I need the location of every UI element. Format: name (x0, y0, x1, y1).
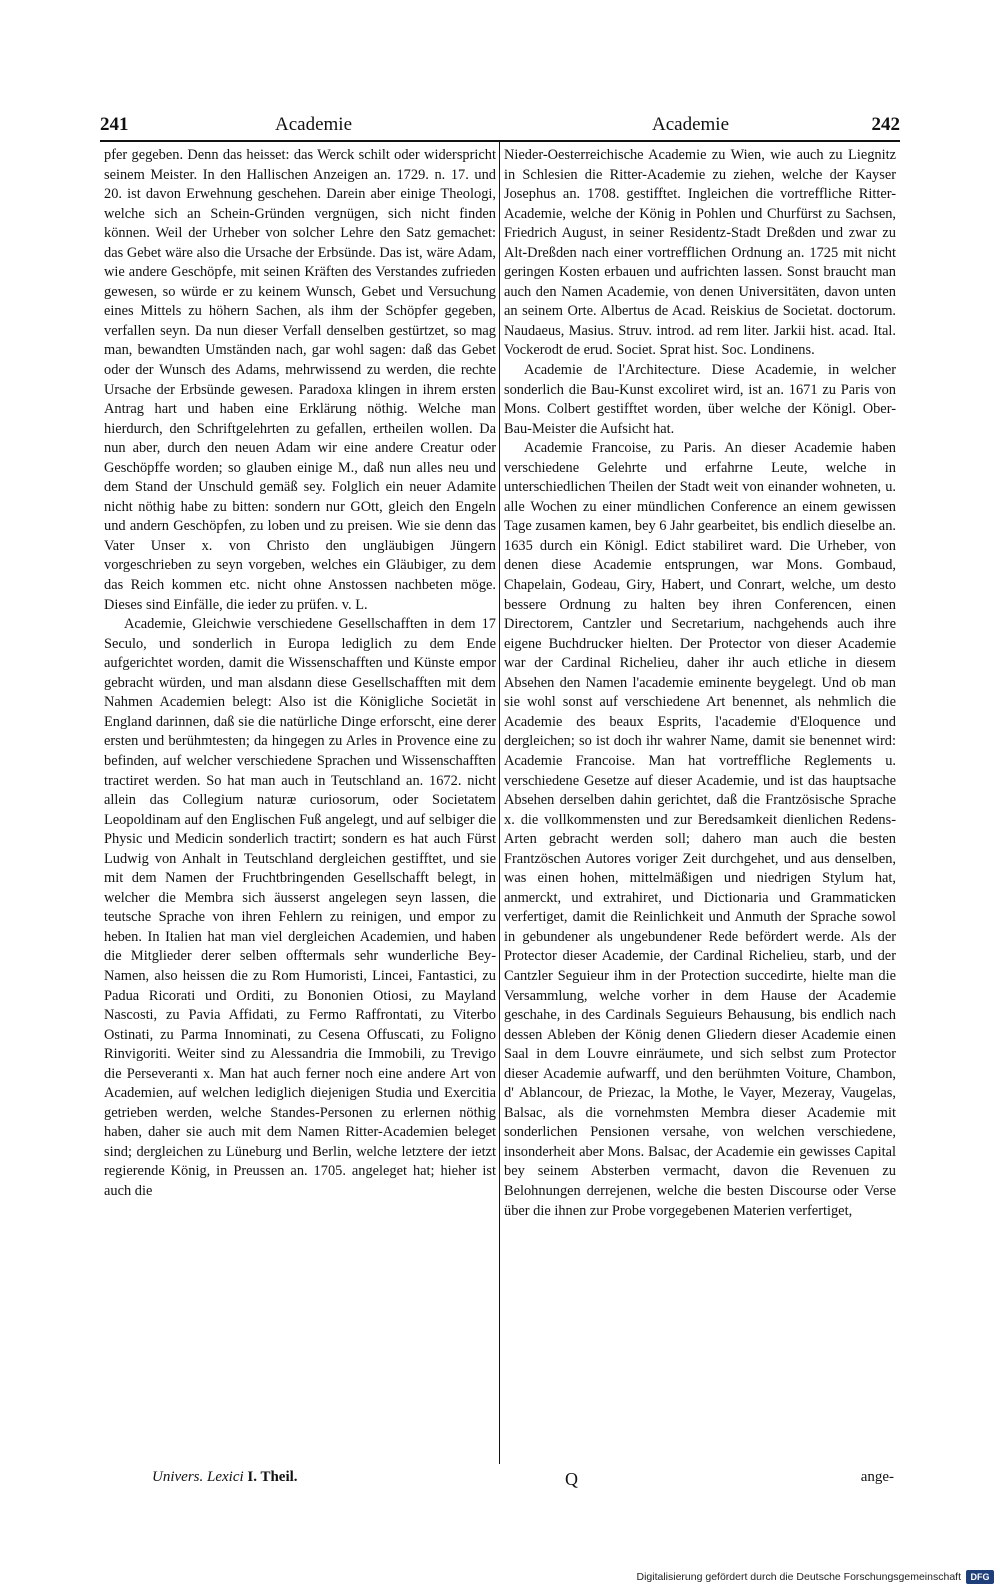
left-column (104, 146, 496, 1466)
page-header (100, 110, 900, 140)
page-footer (100, 1467, 900, 1495)
digitization-text: Digitalisierung gefördert durch die Deutsche Forschungsgemeinschaft (636, 1571, 961, 1583)
dfg-logo-icon: DFG (966, 1570, 994, 1584)
signature-part: I. Theil. (247, 1469, 298, 1485)
left-paragraph-academie: Academie, Gleichwie verschiedene Gesellschafften in dem 17 Seculo, und sonderlich in Europa lediglich zu dem Ende aufgerichtet worden, damit die Wissenschafften und Künste empor gebracht würden, und man alsdann diese Gesellschafften mit dem Nahmen Academien belegt: Also ist die Königliche Societät in England darinnen, daß sie die natürliche Dinge erforscht, eine derer ersten und berühmtesten; da hingegen zu Arles in Provence eine zu befinden, auf welcher verschiedene Sprachen und Wissenschafften tractiret werden. So hat man auch in Teutschland an. 1672. nicht allein das Collegium naturæ curiosorum, oder Societatem Leopoldinam auf den Englischen Fuß angelegt, und auf selbiger die Physic und Medicin sonderlich tractirt; sondern es hat auch Fürst Ludwig von Anhalt in Teutschland dergleichen gestifftet, und sie mit dem Namen der Fruchtbringenden Gesellschafft belegt, in welcher die Membra sich äusserst angelegen seyn lassen, die teutsche Sprache von ihren Fehlern zu reinigen, und empor zu heben. In Italien hat man viel dergleichen Academien, und haben die Mitglieder derer selben offtermals sehr wunderliche Bey-Namen, also heissen die zu Rom Humoristi, Lincei, Fantastici, zu Padua Ricorati und Orditi, zu Bononien Otiosi, zu Mayland Nascosti, zu Pavia Affidati, zu Fermo Raffrontati, zu Viterbo Ostinati, zu Parma Innominati, zu Cesena Offuscati, zu Foligno Rinvigoriti. Weiter sind zu Alessandria die Immobili, zu Trevigo die Perseveranti x. Man hat auch ferner noch eine andere Art von Academien, auf welchen lediglich diejenigen Studia und Exercitia getrieben werden, welche Standes-Personen zu erlernen nöthig haben, daher sie auch mit dem Namen Ritter-Academien beleget sind; dergleichen zu Lüneburg und Berlin, welche letztere der ietzt regierende König, in Preussen an. 1705. angeleget hat; hieher ist auch die (104, 616, 496, 1199)
right-paragraph-francoise: Academie Francoise, zu Paris. An dieser Academie haben verschiedene Gelehrte und erfahrne Leute, welche in unterschiedlichen Theilen der Stadt weit von einander wohneten, u. alle Wochen zu einer mündlichen Conference an einem gewissen Tage zusamen kamen, bey 6 Jahr gearbeitet, bis endlich dieselbe an. 1635 durch ein Königl. Edict stabiliret ward. Die Urheber, von denen diese Academie entsprungen, war Mons. Gombaud, Chapelain, Godeau, Giry, Habert, und Conrart, welche, um desto bessere Ordnung zu halten bey ihren Conferencen, einen Directorem, Cantzler und Secretarium, nachgehends auch ihre eigene Buchdrucker hielten. Der Protector von dieser Academie war der Cardinal Richelieu, daher ihr auch etliche in diesem Absehen den Namen l'academie eminente beygelegt. Und ob man sie wohl sonst auf verschiedene Art benennet, als nehmlich die Academie des beaux Esprits, l'academie d'Eloquence und dergleichen; so ist doch ihr wahrer Name, damit sie benennet wird: Academie Francoise. Man hat vortreffliche Reglements u. verschiedene Gesetze auf dieser Academie, und ist das hauptsache Absehen derselben dahin gerichtet, daß die Frantzösische Sprache x. die vollkommensten und zur Beredsamkeit dienlichen Redens-Arten gebracht werden soll; dahero man auch die besten Frantzöschen Autores voriger Zeit durchgehet, und aus denselben, was einen hohen, mittelmäßigen und niedrigen Stylum hat, anmerckt, und extrahiret, und Dictionaria und Grammaticken verfertiget, damit die Reinlichkeit und Anmuth der Sprache sowol in gebundener als ungebundener Rede befördert werde. Als der Protector dieser Academie, der Cardinal Richelieu, starb, und der Cantzler Seguieur ihm in der Protection succedirte, hielte man die Versammlung, welche vorher in dem Hause der Academie geschahe, in des Cardinals Seguieurs Behausung, bis endlich nach dessen Ableben der König denen Gliedern dieser Academie einen Saal in dem Louvre einräumete, und sich selbst zum Protector dieser Academie aufwarff, und den berühmten Voiture, Chambon, d' Ablancour, de Priezac, la Mothe, le Vayer, Mezeray, Vaugelas, Balsac, als die vornehmsten Membra dieser Academie mit sonderlichen Pensionen versahe, von welchen verschiedene, insonderheit aber Mons. Balsac, der Academie ein gewisses Capital bey seinem Absterben vermacht, davon die Revenuen zu Belohnungen derrejenen, welche die besten Discourse oder Verse über die ihnen zur Probe vorgegebenen Materien verfertiget, (504, 440, 896, 1219)
catchword: ange- (860, 1469, 894, 1485)
left-paragraph-continuation: pfer gegeben. Denn das heisset: das Werck schilt oder widerspricht seinem Meister. In den Hallischen Anzeigen an. 1729. n. 17. und 20. ist davon Erwehnung geschehen. Darein aber einige Theologi, welche sich an Schein-Gründen vergnügen, sich nicht finden können. Weil der Urheber von solcher Lehre den Satz gemachet: das Gebet wäre also die Ursache der Erbsünde. Das ist, wäre Adam, wie andere Geschöpfe, mit seinen Kräften des Verstandes zufrieden gewesen, so würde er zu keinem Wunsch, Gebet und Versuchung eines Mittels zu höhern Sachen, als ihm der Schöpfer gegeben, verfallen seyn. Da nun dieser Verfall denselben gestürtzet, so mag man, bewandten Umständen nach, gar wohl sagen: daß das Gebet oder der Wunsch des Adams, mehrwissend zu werden, die rechte Ursache der Erbsünde gewesen. Paradoxa klingen in ihrem ersten Antrag hart und haben eine Erklärung nöthig. Welche man hierdurch, den Schriftgelehrten zu gefallen, ertheilen wollen. Da nun aber, durch den neuen Adam wir eine andere Creatur oder Geschöpffe worden; so glauben einige M., daß nun alles neu und dem Stand der Unschuld gemäß sey. Folglich ein neuer Adamite nicht nöthig habe zu bitten: sondern nur GOtt, gleich den Engeln und andern Geschöpfen, zu loben und zu preisen. Wie sie denn das Vater Unser x. von Christo den ungläubigen Jüngern vorgeschrieben zu seyn vorgeben, welches ein Gläubiger, zu dem das Reich kommen etc. nicht ohne Anstossen nachbeten möge. Dieses sind Einfälle, die ieder zu prüfen. v. L. (104, 147, 496, 613)
right-running-title: Academie (652, 114, 730, 135)
signature-line (152, 1469, 298, 1486)
right-column (504, 146, 896, 1466)
right-page-number: 242 (871, 114, 900, 135)
right-paragraph-continuation: Nieder-Oesterreichische Academie zu Wien, wie auch zu Liegnitz in Schlesien die Ritter-Academie zu ziehen, welche der Kayser Josephus an. 1708. gestifftet. Ingleichen die vortreffliche Ritter-Academie, welche der König in Pohlen und Churfürst zu Sachsen, Friedrich August, in seiner Residentz-Stadt Dreßden und zwar zu Alt-Dreßden nach einer vortrefflichen Ordnung an. 1725 mit nicht geringen Kosten erbauen und aufrichten lassen. Sonst braucht man auch den Namen Academie, von denen Universitäten, davon unten an seinem Orte. Albertus de Acad. Reiskius de Societat. doctorum. Naudaeus, Masius. Struv. introd. ad rem liter. Jarkii hist. acad. Ital. Vockerodt de erud. Societ. Sprat hist. Soc. Londinens. (504, 147, 896, 359)
left-page-number: 241 (100, 114, 129, 135)
header-rule (100, 140, 900, 142)
column-divider (499, 142, 500, 1464)
left-running-title: Academie (275, 114, 353, 135)
right-paragraph-architecture: Academie de l'Architecture. Diese Academie, in welcher sonderlich die Bau-Kunst excoliret wird, ist an. 1671 zu Paris von Mons. Colbert gestifftet worden, über welche der Königl. Ober-Bau-Meister die Aufsicht hat. (504, 362, 896, 437)
signature-mark: Q (565, 1469, 578, 1489)
digitization-credit (636, 1568, 994, 1586)
signature-title: Univers. Lexici (152, 1469, 244, 1485)
book-page (100, 110, 900, 1500)
